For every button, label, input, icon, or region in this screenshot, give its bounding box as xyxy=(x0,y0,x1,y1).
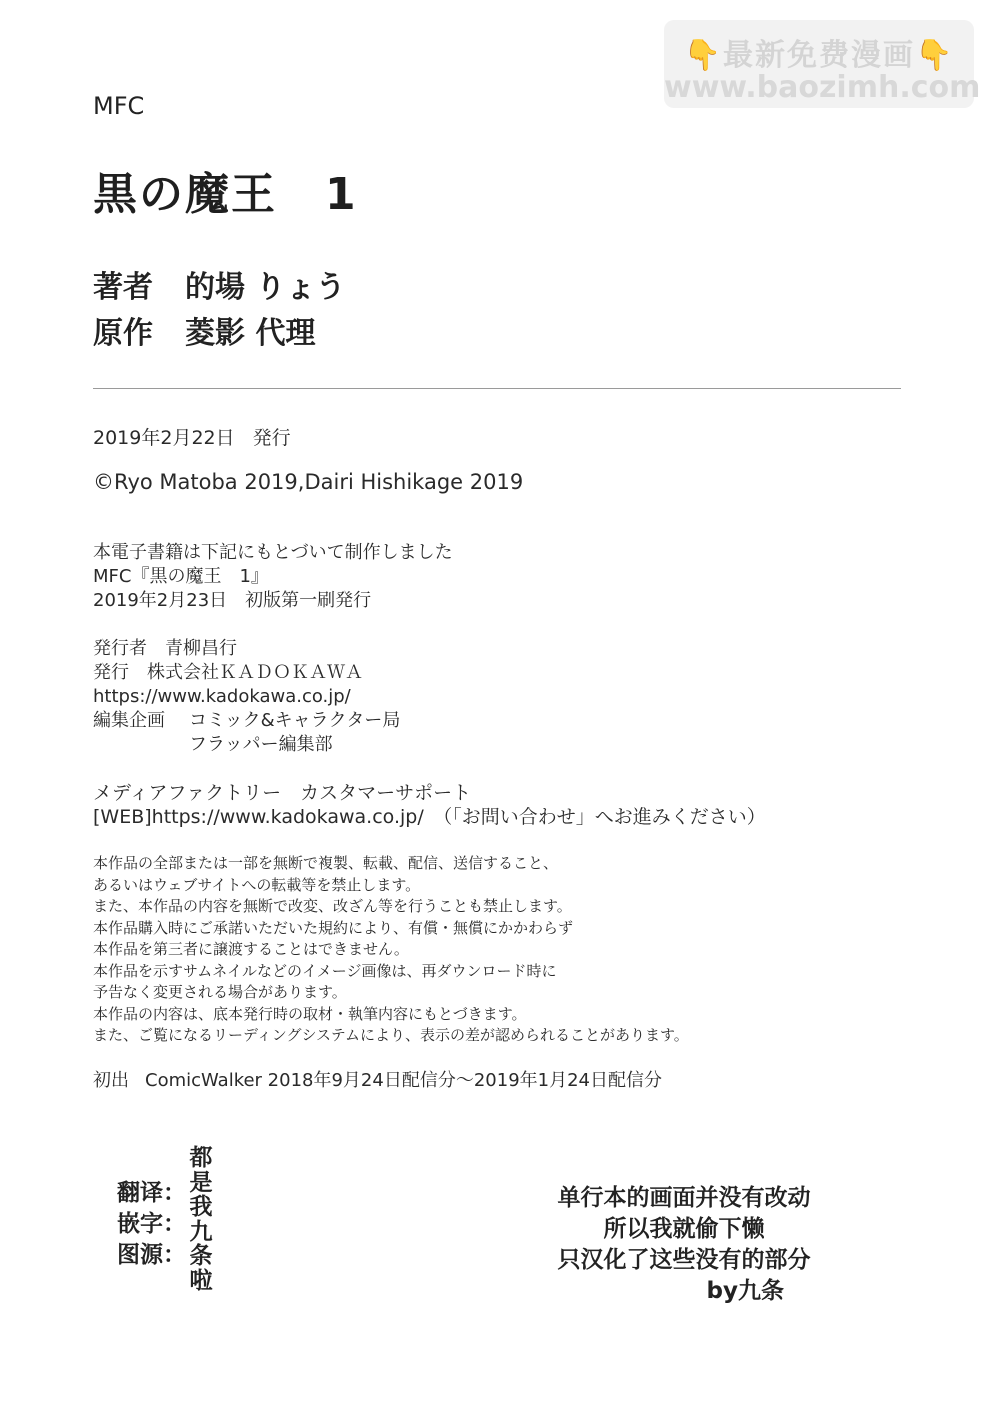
notice-line: 本作品購入時にご承諾いただいた規約により、有償・無償にかかわらず xyxy=(93,918,574,937)
notice-line: また、ご覧になるリーディングシステムにより、表示の差が認められることがあります。 xyxy=(93,1026,689,1044)
support-title: メディアファクトリー カスタマーサポート xyxy=(93,782,472,804)
notice-line: 本作品を示すサムネイルなどのイメージ画像は、再ダウンロード時に xyxy=(93,961,557,980)
volume-number: 1 xyxy=(325,169,358,220)
imprint-label: MFC xyxy=(93,92,145,120)
source-line: MFC『黒の魔王 1』 xyxy=(93,566,269,587)
book-title xyxy=(93,158,358,222)
role-source: 图源： xyxy=(117,1242,186,1268)
pointing-down-icon: 👇 xyxy=(915,38,955,73)
note-line: 只汉化了这些没有的部分 xyxy=(557,1247,811,1273)
title-text: 黒の魔王 xyxy=(93,169,277,220)
vertical-char: 我 xyxy=(189,1194,213,1220)
credit-role: 著者 xyxy=(93,270,153,305)
vertical-char: 是 xyxy=(189,1169,213,1196)
translator-signature: by九条 xyxy=(706,1278,784,1304)
issue-date xyxy=(93,423,291,450)
customer-support xyxy=(93,781,766,829)
publisher-url: https://www.kadokawa.co.jp/ xyxy=(93,686,351,707)
support-url: [WEB]https://www.kadokawa.co.jp/ （「お問い合わせ」へお進みください） xyxy=(93,806,766,828)
credit-role: 原作 xyxy=(93,316,153,351)
vertical-char: 啦 xyxy=(189,1267,213,1294)
source-edition-info xyxy=(93,541,453,613)
notice-line: 本作品の全部または一部を無断で複製、転載、配信、送信すること、 xyxy=(93,854,559,872)
divider xyxy=(93,388,901,389)
notice-line: あるいはウェブサイトへの転載等を禁止します。 xyxy=(93,875,421,894)
watermark-url: www.baozimh.com xyxy=(664,70,981,105)
source-line: 本電子書籍は下記にもとづいて制作しました xyxy=(93,542,453,563)
author-credit xyxy=(93,262,345,306)
issue-date-value: 2019年2月22日 xyxy=(93,427,235,449)
notice-line: 本作品を第三者に譲渡することはできません。 xyxy=(93,940,409,958)
role-translate: 翻译： xyxy=(117,1180,186,1206)
watermark-title: 👇最新免费漫画👇 xyxy=(683,38,955,73)
first-publication xyxy=(93,1066,662,1092)
copyright-notice: ©Ryo Matoba 2019,Dairi Hishikage 2019 xyxy=(93,470,524,494)
issue-label: 発行 xyxy=(252,427,291,449)
pointing-down-icon: 👇 xyxy=(683,38,723,73)
note-line: 所以我就偷下懒 xyxy=(603,1216,765,1242)
credit-name: 的場 りょう xyxy=(185,270,346,305)
watermark-badge xyxy=(664,20,981,108)
editorial-line: フラッパー編集部 xyxy=(189,734,333,755)
original-work-credit xyxy=(93,308,315,352)
publisher-info xyxy=(93,637,400,757)
translator-note xyxy=(548,1183,820,1307)
notice-line: 本作品の内容は、底本発行時の取材・執筆内容にもとづきます。 xyxy=(93,1004,527,1023)
first-publication-text: ComicWalker 2018年9月24日配信分～2019年1月24日配信分 xyxy=(145,1070,662,1091)
notice-line: 予告なく変更される場合があります。 xyxy=(93,983,347,1001)
notice-line: また、本作品の内容を無断で改変、改ざん等を行うことも禁止します。 xyxy=(93,897,572,915)
first-publication-label: 初出 xyxy=(93,1070,129,1091)
vertical-char: 条 xyxy=(189,1243,213,1269)
source-line: 2019年2月23日 初版第一刷発行 xyxy=(93,590,372,611)
credit-name: 菱影 代理 xyxy=(185,316,316,351)
translator-roles xyxy=(117,1178,186,1271)
issuer-line: 発行 株式会社ＫＡＤＯＫＡＷＡ xyxy=(93,662,363,683)
role-typeset: 嵌字： xyxy=(117,1211,186,1237)
note-line: 单行本的画面并没有改动 xyxy=(557,1185,811,1211)
vertical-char: 九 xyxy=(189,1218,213,1245)
publisher-line: 発行者 青柳昌行 xyxy=(93,638,237,659)
translator-name-vertical xyxy=(188,1146,214,1293)
editorial-line: 編集企画 コミック&キャラクター局 xyxy=(93,710,401,731)
vertical-char: 都 xyxy=(189,1145,213,1171)
legal-notice xyxy=(93,853,689,1047)
